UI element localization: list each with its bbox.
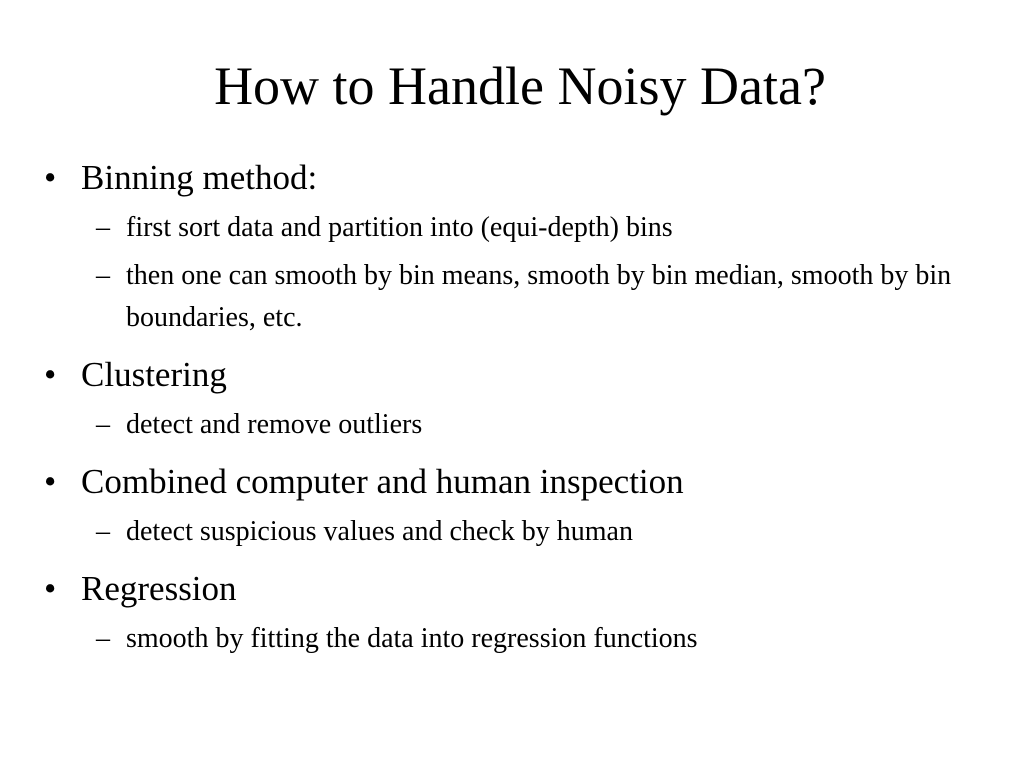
sub-bullet [44,255,984,339]
sub-bullet-text: first sort data and partition into (equi-depth) bins [126,212,673,243]
sub-bullet [44,207,984,249]
sub-bullet-marker: – [96,212,110,243]
sub-bullet [44,618,984,660]
sub-bullet-marker: – [96,623,110,654]
sub-bullet [44,404,984,446]
bullet-label: Clustering [81,355,227,394]
bullet-list [44,153,984,660]
bullet-label: Regression [81,569,237,608]
sub-bullet-text: smooth by fitting the data into regression functions [126,623,698,654]
bullet-marker: • [44,158,57,197]
sub-bullet-marker: – [96,516,110,547]
bullet-marker: • [44,355,57,394]
bullet-label: Binning method: [81,158,318,197]
bullet-combined-inspection [44,457,984,507]
sub-bullet-marker: – [96,260,110,291]
sub-bullet-marker: – [96,409,110,440]
bullet-marker: • [44,569,57,608]
sub-bullet-text: detect suspicious values and check by human [126,516,633,547]
bullet-binning-method [44,153,984,203]
bullet-clustering [44,350,984,400]
bullet-label: Combined computer and human inspection [81,462,684,501]
sub-bullet-text: detect and remove outliers [126,409,423,440]
slide-title: How to Handle Noisy Data? [214,56,826,116]
bullet-marker: • [44,462,57,501]
sub-bullet [44,511,984,553]
sub-bullet-text: then one can smooth by bin means, smooth by bin median, smooth by bin boundaries, etc. [126,260,952,333]
bullet-regression [44,564,984,614]
